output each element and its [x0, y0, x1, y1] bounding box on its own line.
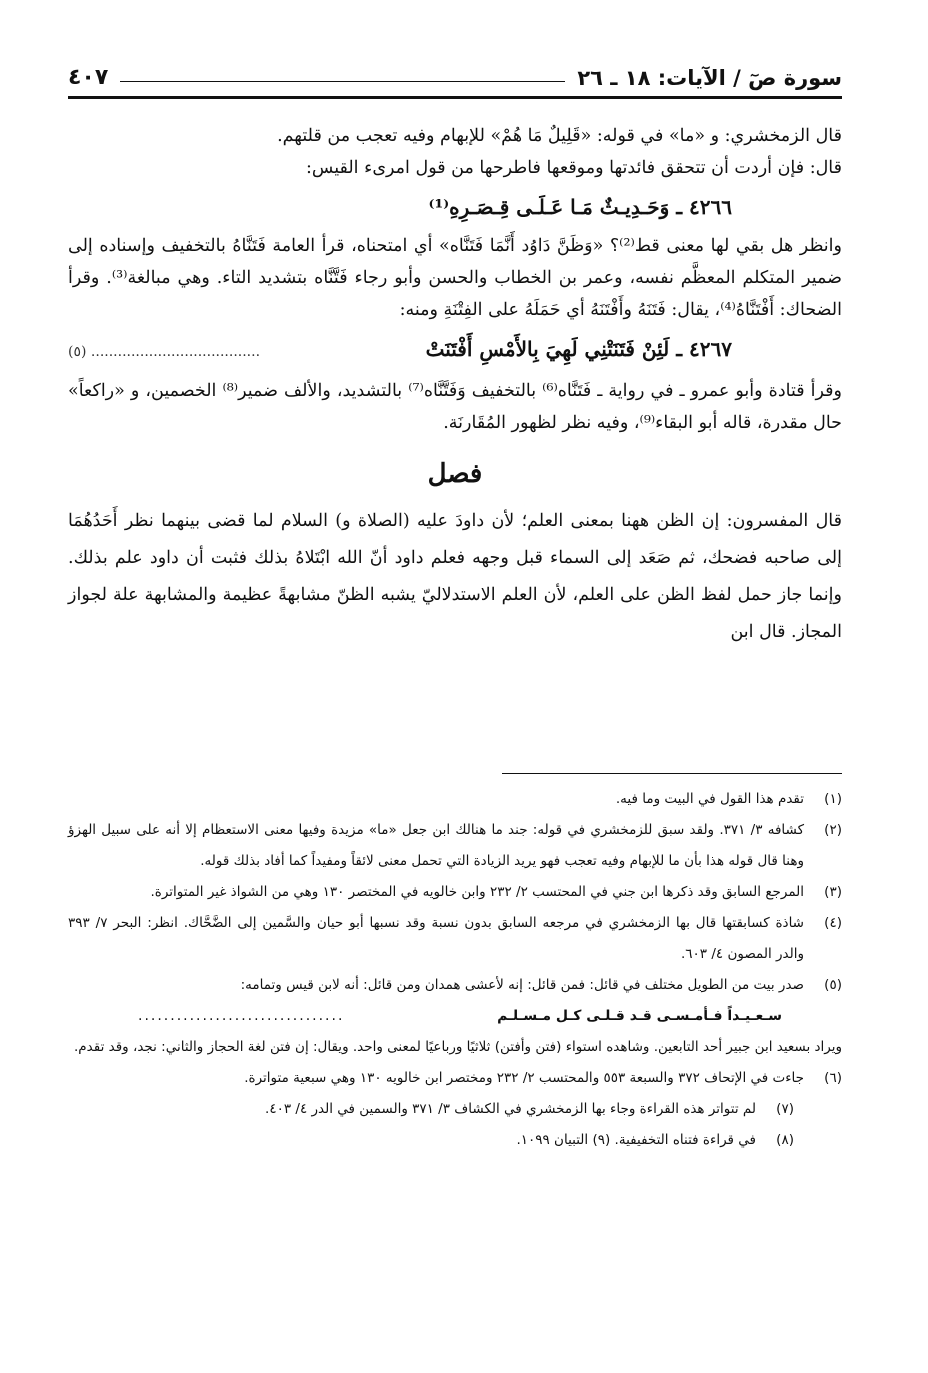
- surah-title: سورة صٓ / الآيات: ١٨ ـ ٢٦: [577, 66, 842, 90]
- verse-4267-dots: ...................................... (٥): [68, 344, 261, 360]
- footnote-5-poem-line: [68, 1001, 842, 1032]
- footnote-5-continued: [68, 1032, 842, 1063]
- footnote-text: ويراد بسعيد ابن جبير أحد التابعين. وشاهده استواء (فتن وأفتن) ثلاثيًا ورباعيًا لمعنى واحد. ويقال: إن فتن لغة الحجاز والثاني: نجد، وقد تقدم.: [74, 1039, 842, 1055]
- paragraph-3: وانظر هل بقي لها معنى قط⁽²⁾؟ «وَظَنَّ دَاوُد أَنَّمَا فَتَنَّاه» أي امتحناه، قرأ العامة فَتَنَّاهُ بالتخفيف وإسناده إلى ضمير المتكلم المعظَّم نفسه، وعمر بن الخطاب والحسن وأبو رجاء فَتَّنَّاه بتشديد التاء. وهي مبالغة⁽³⁾. وقرأ الضحاك: أَفْتَنَّاهُ⁽⁴⁾، يقال: فَتَنَهُ وأَفْتَنَهُ أي حَمَلَهُ على الفِتْنَةِ ومنه:: [68, 236, 842, 320]
- footnotes: [68, 784, 842, 1156]
- header-rule: [120, 81, 565, 82]
- verse-4266-text: ٤٢٦٦ ـ وَحَـدِيـثٌ مَـا عَـلَـى قِـصَـرِهِ⁽¹⁾: [428, 195, 732, 219]
- footnote-number: (٨): [776, 1132, 794, 1148]
- footnote-7: [68, 1094, 842, 1125]
- verse-4266: [68, 184, 842, 230]
- paragraph-4: وقرأ قتادة وأبو عمرو ـ في رواية ـ فَتَنَّاه⁽⁶⁾ بالتخفيف وَفَتَّنَّاه⁽⁷⁾ بالتشديد، والألف ضمير⁽⁸⁾ الخصمين، و «راكعاً» حال مقدرة، قاله أبو البقاء⁽⁹⁾، وفيه نظر لظهور المُقَارنَة.: [68, 381, 842, 433]
- footnote-number: (٧): [776, 1101, 794, 1117]
- footnote-text: صدر بيت من الطويل مختلف في قائل: فمن قائل: إنه لأعشى همدان ومن قائل: أنه لابن قيس وتمامه:: [240, 977, 804, 993]
- main-text: [68, 120, 842, 651]
- footnote-2: [68, 815, 842, 877]
- footnote-8-9: [68, 1125, 842, 1156]
- footnote-text: المرجع السابق وقد ذكرها ابن جني في المحتسب ٢/ ٢٣٢ وابن خالويه في المختصر ١٣٠ وهي من الشواذ غير المتواترة.: [150, 884, 804, 900]
- footnote-3: [68, 877, 842, 908]
- footnote-number: (٤): [824, 915, 842, 931]
- footnote-number: (٦): [824, 1070, 842, 1086]
- footnote-1: [68, 784, 842, 815]
- paragraph-1: قال الزمخشري: و «ما» في قوله: «قَلِيلٌ مَا هُمْ» للإبهام وفيه تعجب من قلتهم.: [277, 126, 842, 146]
- footnote-number: (٣): [824, 884, 842, 900]
- verse-4267: [68, 326, 842, 375]
- footnote-text: في قراءة فتناه التخفيفية. (٩) التبيان ١٠٩٩.: [516, 1132, 756, 1148]
- footnote-text: شاذة كسابقتها قال بها الزمخشري في مرجعه السابق بدون نسبة وقد نسبها أبو حيان والسَّمين إلى الضَّحَّاك. انظر: البحر ٧/ ٣٩٣ والدر المصون ٤/ ٦٠٣.: [68, 915, 804, 962]
- footnote-text: تقدم هذا القول في البيت وما فيه.: [615, 791, 804, 807]
- footnote-6: [68, 1063, 842, 1094]
- footnote-number: (٥): [824, 977, 842, 993]
- footnote-separator: [502, 773, 842, 774]
- section-title: فصل: [427, 459, 483, 489]
- footnote-text: كشافه ٣/ ٣٧١. ولقد سبق للزمخشري في قوله: جند ما هنالك ابن جعل «ما» مزيدة وفيها معنى الاستعظام إلا أنه على سبيل الهزؤ وهنا قال قوله هذا بأن ما للإبهام وفيه تعجب فهو يريد الزيادة التي تحمل معنى لائقاً ومفيداً كما أفاد بذلك قوله.: [68, 822, 804, 869]
- footnote-text: جاءت في الإتحاف ٣٧٢ والسبعة ٥٥٣ والمحتسب ٢/ ٢٣٢ ومختصر ابن خالويه ١٣٠ وهي سبعية متواترة.: [244, 1070, 804, 1086]
- paragraph-5: قال المفسرون: إن الظن ههنا بمعنى العلم؛ لأن داودَ عليه (الصلاة و) السلام لما قضى بينهما نظر أَحَدُهُمَا إلى صاحبه فضحك، ثم صَعَد إلى السماء قبل وجهه فعلم داود أنّ الله ابْتَلاهُ بذلك فثبت أن داود علم بذلك. وإنما جاز حمل لفظ الظن على العلم، لأن العلم الاستدلاليّ يشبه الظنّ مشابهةً عظيمة والمشابهة علة لجواز المجاز. قال ابن: [68, 511, 842, 642]
- verse-4267-text: ٤٢٦٧ ـ لَئِنْ فَتَنَتْنِي لَهِيَ بِالأَمْسِ أَفْتَنَتْ: [425, 337, 732, 361]
- paragraph-2: قال: فإن أردت أن تتحقق فائدتها وموقعها فاطرحها من قول امرىء القيس:: [306, 158, 842, 178]
- poem-dots: ................................: [138, 1008, 345, 1024]
- footnote-number: (١): [824, 791, 842, 807]
- verse-4267-footnote-ref: (٥): [68, 344, 87, 360]
- page-header: [68, 52, 842, 99]
- footnote-5-poem: [68, 1001, 842, 1032]
- footnote-5: [68, 970, 842, 1001]
- poem-text: سـعـيـداً فـأمـسـى قـد قـلـى كـل مـسـلـم: [497, 1008, 782, 1024]
- footnote-text: لم تتواتر هذه القراءة وجاء بها الزمخشري في الكشاف ٣/ ٣٧١ والسمين في الدر ٤/ ٤٠٣.: [265, 1101, 756, 1117]
- footnote-number: (٢): [824, 822, 842, 838]
- page-number: ٤٠٧: [68, 65, 109, 90]
- footnote-4: [68, 908, 842, 970]
